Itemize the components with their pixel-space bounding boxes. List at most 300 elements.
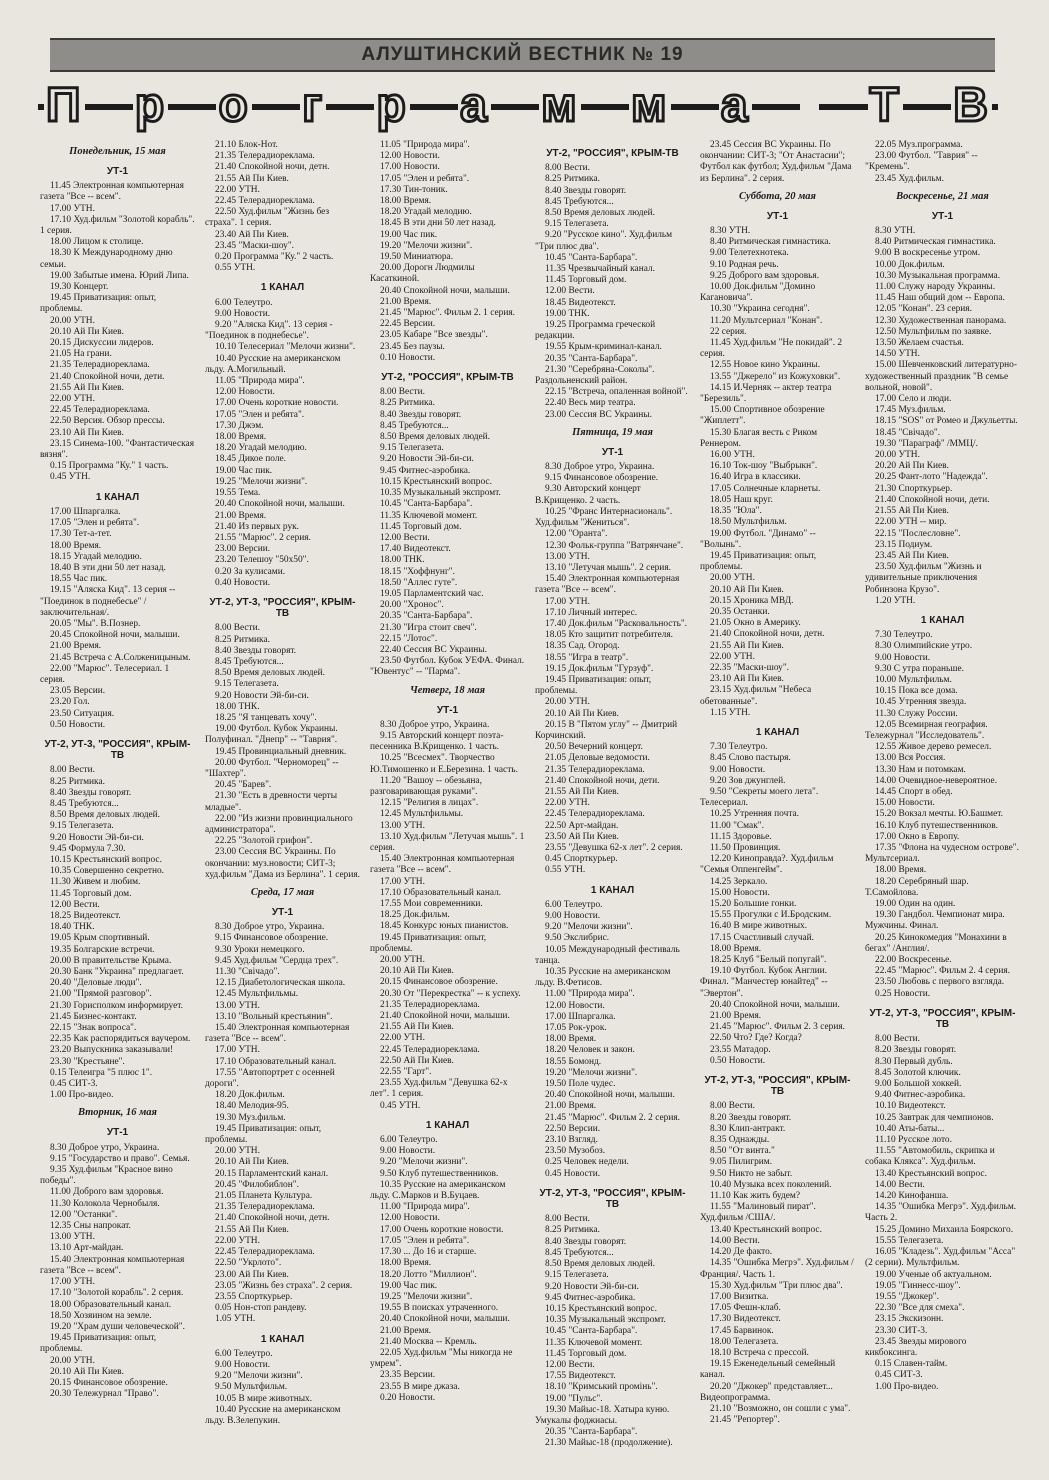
day-heading: Понедельник, 15 мая: [69, 146, 166, 157]
program-line: 15.55 Телегазета.: [875, 1235, 944, 1246]
program-line: 22.00 УТН.: [710, 651, 755, 662]
program-line: 11.00 Доброго вам здоровья.: [50, 1187, 164, 1198]
program-line: 23.05 "Жизнь без страха". 2 серия.: [215, 1280, 353, 1291]
program-line: 11.45 Наш общий дом -- Европа.: [875, 293, 1005, 304]
program-line: 8.30 УТН.: [875, 226, 916, 237]
program-line: 18.00 Время.: [215, 432, 267, 443]
program-line: 11.30 Живем и любим.: [50, 877, 141, 888]
program-line: 22.50 "Укрлото".: [215, 1258, 282, 1269]
program-line: 7.30 Телеутро.: [710, 742, 768, 753]
program-line: 0.20 За кулисами.: [215, 566, 286, 577]
program-line: 21.35 Телерадиореклама.: [215, 151, 315, 162]
program-line: 9.20 "Мелочи жизни".: [545, 922, 633, 933]
program-line: 11.10 Как жить будем?: [710, 1191, 801, 1202]
program-line: 15.00 Спортивное обозрение "Жиплетт".: [700, 405, 825, 427]
program-line: 9.50 "Секреты моего лета". Телесериал.: [700, 786, 819, 809]
program-line: 18.00 Время.: [50, 540, 102, 551]
program-line: 8.25 Ритмика.: [215, 634, 270, 645]
program-line: 21.00 Время.: [380, 1325, 432, 1336]
program-line: 21.05 Окно в Америку.: [710, 618, 801, 629]
program-line: 13.10 Худ.фильм "Летучая мышь". 1 серия.: [370, 831, 525, 853]
program-line: 21.55 Ай Пи Киев.: [875, 506, 949, 517]
program-line: 0.55 УТН.: [215, 263, 256, 274]
program-line: 23.20 Телешоу "50х50".: [215, 555, 309, 566]
program-line: 22.00 Воскресенье.: [875, 955, 952, 966]
program-line: 14.20 Де факто.: [710, 1247, 773, 1258]
program-line: 8.20 Звезды говорят.: [710, 1112, 792, 1123]
program-line: 23.10 Ай Пи Киев.: [710, 674, 784, 685]
program-line: 6.00 Телеутро.: [380, 1135, 438, 1146]
program-line: 19.30 Муз.фильм.: [215, 1112, 286, 1123]
program-line: 10.40 Аты-баты...: [875, 1123, 945, 1134]
program-line: 9.15 "Государство и право". Семья.: [50, 1153, 190, 1164]
program-line: 9.15 Телегазета.: [215, 679, 279, 690]
program-line: 0.50 Новости.: [710, 1055, 766, 1066]
program-line: 20.40 Спокойной ночи, малыши.: [710, 999, 840, 1010]
program-line: 11.45 Худ.фильм "Не покидай". 2 серия.: [700, 338, 843, 360]
program-line: 12.00 Вести.: [545, 286, 595, 297]
program-line: 17.55 Мои современники.: [380, 899, 483, 909]
program-line: 10.25 "Франс Интернасиональ". Худ.фильм "Жениться".: [535, 506, 673, 529]
channel-heading: 1 КАНАЛ: [920, 614, 965, 626]
program-line: 20.35 "Санта-Барбара".: [545, 1427, 638, 1438]
program-line: 13.00 Вся Россия.: [875, 753, 946, 764]
program-line: 22.00 УТН.: [215, 184, 260, 195]
program-line: 10.30 "Украина сегодня".: [710, 304, 810, 315]
program-line: 17.05 Солнечные кларнеты.: [710, 483, 821, 494]
program-line: 17.45 Барвинок.: [710, 1325, 774, 1336]
program-line: 19.25 Программа греческой редакции.: [535, 320, 656, 342]
day-heading: Вторник, 16 мая: [78, 1107, 157, 1119]
program-line: 19.00 Час пик.: [380, 1280, 438, 1291]
program-line: 19.30 Гандбол. Чемпионат мира. Мужчины. Финал.: [865, 910, 1005, 932]
program-line: 23.55 Спорткурьер.: [215, 1291, 293, 1302]
program-line: 9.15 Телегазета.: [50, 821, 114, 832]
program-line: 22.00 УТН.: [215, 1235, 260, 1246]
program-line: 8.30 Олимпийские утро.: [875, 641, 973, 652]
program-line: 9.15 Финансовое обозрение.: [215, 933, 329, 944]
program-line: 21.35 Телерадиореклама.: [50, 360, 150, 371]
program-line: 19.15 Еженедельный семейный канал.: [700, 1359, 836, 1381]
program-line: 21.55 Ай Пи Киев.: [380, 1022, 454, 1033]
program-line: 0.05 Нон-стоп рандеву.: [215, 1303, 307, 1314]
program-line: 22.35 Как распорядиться ваучером.: [50, 1034, 191, 1045]
program-line: 21.55 Ай Пи Киев.: [545, 786, 619, 797]
program-line: 8.45 Золотой ключик.: [875, 1067, 961, 1078]
program-line: 18.50 Мультфильм.: [710, 517, 787, 528]
program-line: 8.45 Требуются...: [380, 420, 449, 431]
program-line: 9.50 Экслибрис.: [545, 933, 610, 944]
program-line: 19.30 "Параграф" /ММЦ/.: [875, 438, 978, 449]
schedule-column: [370, 140, 525, 1475]
program-line: 21.30 "Серебряна-Соколы". Раздольненский район.: [535, 364, 655, 387]
program-line: 17.00 Очень короткие новости.: [380, 1224, 504, 1235]
program-line: 20.20 "Джокер" представляет... Видеопрограмма.: [700, 1381, 833, 1403]
program-line: 10.45 "Санта-Барбара".: [545, 1326, 638, 1337]
program-line: 13.40 Крестьянский вопрос.: [710, 1224, 822, 1235]
program-line: 13.55 "Джерело" из Кожуховки".: [710, 371, 841, 382]
program-line: 17.00 УТН.: [380, 876, 425, 887]
program-line: 23.00 Футбол. "Таврия" -- "Кремень".: [865, 151, 978, 173]
program-line: 11.05 "Природа мира".: [215, 376, 305, 387]
program-line: 21.40 Москва -- Кремль.: [380, 1336, 477, 1347]
banner-letter: р: [134, 79, 167, 132]
program-line: 18.15 "SOS" от Ромео и Джульетты.: [875, 416, 1018, 427]
program-line: 13.50 Желаем счастья.: [875, 338, 964, 349]
program-line: 8.00 Вести.: [710, 1101, 756, 1112]
program-line: 23.55 В мире джаза.: [380, 1381, 460, 1392]
program-line: 23.15 Синема-100. "Фантастическая вязня".: [40, 438, 195, 461]
channel-heading: УТ-2, "РОССИЯ", КРЫМ-ТВ: [381, 372, 514, 384]
program-line: 1.20 УТН.: [875, 595, 916, 606]
tv-program-banner: [38, 80, 998, 132]
program-line: 23.30 "Крестьяне".: [50, 1056, 125, 1067]
program-line: 10.40 Музыка всех поколений.: [710, 1179, 832, 1190]
schedule-column: [865, 140, 1020, 1475]
channel-heading: УТ-2, УТ-3, "РОССИЯ", КРЫМ-ТВ: [209, 596, 356, 620]
program-line: 20.15 Парламентский канал.: [215, 1168, 329, 1179]
program-line: 16.10 Ток-шоу "Выбрыкн".: [710, 461, 818, 472]
program-line: 18.55 Бомонд.: [545, 1056, 602, 1067]
program-line: 18.40 Мелодия-95.: [215, 1101, 289, 1112]
program-line: 17.00 Окно в Европу.: [875, 831, 960, 842]
program-line: 10.30 Музыкальная программа.: [875, 270, 1001, 281]
program-line: 19.55 В поисках утраченного.: [380, 1303, 499, 1314]
day-heading: Воскресенье, 21 мая: [896, 190, 989, 202]
program-line: 19.15 Док.фильм "Гурзуф".: [545, 663, 654, 674]
program-line: 9.20 Новости Эй-би-си.: [50, 832, 144, 843]
program-line: 11.30 Служу России.: [875, 708, 958, 719]
banner-letter: о: [218, 79, 250, 132]
schedule-column: [535, 140, 690, 1475]
program-line: 9.20 Новости Эй-би-си.: [380, 454, 474, 465]
program-line: 9.00 В воскресенье утром.: [875, 248, 981, 259]
program-line: 9.15 Финансовое обозрение.: [545, 473, 659, 484]
program-line: 15.40 Электронная компьютерная газета "Все -- всем".: [370, 854, 515, 876]
program-line: 23.55 Матадор.: [710, 1044, 771, 1055]
channel-heading: 1 КАНАЛ: [260, 1333, 305, 1345]
program-line: 21.05 Планета Культура.: [215, 1191, 313, 1202]
banner-letter: [800, 81, 819, 131]
program-line: 21.30 Майыс-18 (продолжение).: [545, 1438, 673, 1449]
channel-heading: УТ-2, УТ-3, "РОССИЯ", КРЫМ-ТВ: [869, 1007, 1016, 1031]
program-line: 19.20 "Мелочи жизни".: [380, 240, 473, 251]
banner-letter: р: [376, 79, 408, 132]
program-line: 9.00 Новости.: [545, 911, 601, 921]
program-line: 21.35 Телерадиореклама.: [380, 999, 480, 1010]
program-line: 23.45 Звезды мирового кикбоксинга.: [865, 1336, 967, 1358]
program-line: 9.15 Телегазета.: [545, 1270, 609, 1281]
program-line: 20.30 От "Перекрестка" -- к успеху.: [380, 988, 521, 999]
schedule-columns: [40, 140, 1020, 1475]
program-line: 19.00 Час пик.: [380, 229, 438, 240]
program-line: 10.40 Русские на американском льду. А.Могильный.: [205, 353, 341, 375]
program-line: 10.15 Пока все дома.: [875, 686, 958, 697]
program-line: 14.00 Вести.: [875, 1179, 925, 1190]
program-line: 18.40 В эти дни 50 лет назад.: [50, 562, 166, 573]
program-line: 10.35 Музыкальный экспромт.: [380, 488, 501, 499]
program-line: 20.40 Спокойной ночи, малыши.: [380, 1314, 510, 1325]
program-line: 20.10 Ай Пи Киев.: [215, 1157, 289, 1168]
program-line: 22.50 Ай Пи Киев.: [380, 1055, 454, 1066]
program-line: 11.00 "Природа мира".: [380, 1202, 470, 1213]
program-line: 10.00 Док.фильм.: [875, 259, 945, 270]
program-line: 21.30 "Игра стоит свеч".: [380, 622, 477, 633]
channel-heading: УТ-2, УТ-3, "РОССИЯ", КРЫМ-ТВ: [704, 1075, 851, 1098]
program-line: 19.30 Майыс-18. Хатыра куню. Умукалы фоджиасы.: [535, 1404, 670, 1426]
program-line: 11.20 Мультсериал "Конан".: [710, 315, 823, 326]
program-line: 19.45 Приватизация: опыт, проблемы.: [40, 293, 157, 315]
program-line: 18.25 "Я танцевать хочу".: [215, 712, 317, 723]
program-line: 23.40 Ай Пи Киев.: [215, 229, 289, 240]
banner-letter: а: [720, 79, 750, 132]
program-line: 22.55 "Гарт".: [380, 1067, 432, 1078]
program-line: 0.55 УТН.: [545, 865, 586, 876]
program-line: 13.00 УТН.: [380, 820, 425, 831]
program-line: 13.40 Крестьянский вопрос.: [875, 1168, 987, 1179]
program-line: 21.00 Время.: [380, 296, 432, 307]
program-line: 18.20 Серебряный шар. Т.Самойлова.: [865, 876, 969, 898]
program-line: 15.30 Благая весть с Риком Реннером.: [700, 427, 818, 449]
program-line: 9.45 Худ.фильм "Сердца трех".: [215, 955, 339, 966]
program-line: 11.00 Служу народу Украины.: [875, 282, 996, 293]
program-line: 8.50 Время деловых людей.: [380, 432, 490, 443]
program-line: 9.45 Фитнес-аэробика.: [380, 465, 471, 476]
channel-heading: УТ-1: [601, 446, 624, 458]
program-line: 10.00 Док.фильм "Домино Кагановича".: [700, 282, 816, 304]
program-line: 8.35 Однажды.: [710, 1135, 770, 1146]
program-line: 13.00 УТН.: [545, 551, 590, 562]
program-line: 22.50 Версия. Обзор прессы.: [50, 416, 165, 427]
program-line: 22.40 Весь мир театра.: [545, 398, 636, 409]
program-line: 17.45 Муз.фильм.: [875, 405, 946, 416]
program-line: 23.10 Ай Пи Киев.: [50, 427, 124, 438]
program-line: 23.30 СИТ-3.: [875, 1325, 928, 1336]
program-line: 9.50 Мультфильм.: [215, 1382, 288, 1393]
program-line: 15.40 Электронная компьютерная газета "Все -- всем".: [40, 1254, 185, 1276]
program-line: 18.00 Время.: [545, 1034, 597, 1045]
program-line: 14.15 И.Черняк -- актер театра "Березиль".: [700, 382, 832, 405]
program-line: 21.30 Горисполком информирует.: [50, 1000, 184, 1011]
program-line: 0.20 Новости.: [380, 1392, 436, 1403]
program-line: 14.00 Вести.: [710, 1235, 760, 1246]
program-line: 21.45 "Марюс". Фильм 2. 3 серия.: [710, 1022, 845, 1033]
program-line: 11.05 "Природа мира".: [380, 140, 470, 150]
program-line: 14.35 "Ошибка Мегрэ". Худ.фильм /Франция/. Часть 1.: [700, 1258, 854, 1280]
program-line: 23.35 Версии.: [380, 1370, 436, 1381]
program-line: 22.15 "Послесловне".: [875, 528, 961, 539]
program-line: 8.50 Время деловых людей.: [545, 1259, 655, 1270]
program-line: 20.00 В правительстве Крыма.: [50, 955, 172, 966]
program-line: 0.25 Человек недели.: [545, 1157, 629, 1168]
program-line: 18.45 Дикое поле.: [215, 454, 286, 465]
program-line: 18.35 Сад. Огород.: [545, 641, 620, 652]
program-line: 23.50 Любовь с первого взгляда.: [875, 977, 1005, 988]
program-line: 20.15 Финансовое обозрение.: [50, 1377, 168, 1388]
program-line: 18.00 Время.: [380, 1258, 432, 1269]
program-line: 1.00 Про-видео.: [50, 1090, 114, 1101]
program-line: 22.00 "Из жизни провинциального администратора".: [205, 813, 353, 835]
program-line: 17.30 Джэм.: [215, 420, 264, 431]
program-line: 13.00 УТН.: [215, 1000, 260, 1011]
program-line: 18.00 Время.: [875, 865, 927, 876]
program-line: 0.15 Славен-тайм.: [875, 1359, 948, 1370]
program-line: 21.00 Время.: [50, 641, 102, 652]
program-line: 9.45 Фитнес-аэробика.: [545, 1292, 636, 1303]
program-line: 21.40 Из первых рук.: [215, 521, 300, 532]
program-line: 17.00 Шпаргалка.: [50, 506, 121, 517]
program-line: 23.05 Версии.: [50, 686, 106, 697]
program-line: 10.45 Утренняя звезда.: [875, 697, 967, 708]
program-line: 17.05 Рок-урок.: [545, 1023, 607, 1034]
program-line: 8.00 Вести.: [50, 765, 96, 776]
program-line: 11.50 Провинция.: [710, 842, 781, 853]
program-line: 22.40 Сессия ВС Украины.: [380, 644, 487, 655]
program-line: 11.35 Чрезвычайный канал.: [545, 264, 656, 275]
program-line: 19.00 Футбол. Кубок Украины. Полуфинал. "Днепр" -- "Таврия".: [205, 724, 338, 746]
program-line: 10.05 В мире животных.: [215, 1393, 313, 1404]
program-line: 21.45 Бизнес-контакт.: [50, 1011, 137, 1022]
program-line: 10.40 Русские на американском льду. В.Зелепукин.: [205, 1404, 341, 1426]
program-line: 17.00 Визитка.: [710, 1291, 769, 1302]
program-line: 22.50 Что? Где? Когда?: [710, 1033, 802, 1044]
program-line: 10.10 Телесериал "Мелочи жизни".: [215, 342, 356, 353]
program-line: 17.10 Образовательный канал.: [380, 887, 502, 898]
program-line: 11.45 Торговый дом.: [545, 1348, 627, 1359]
program-line: 0.45 УТН.: [380, 1100, 421, 1111]
masthead-bar: [50, 38, 995, 72]
program-line: 20.25 Фант-лото "Надежда".: [875, 472, 988, 483]
program-line: 10.15 Крестьянский вопрос.: [380, 476, 492, 487]
program-line: 18.20 Человек и закон.: [545, 1045, 635, 1056]
program-line: 12.20 Кинoправда?. Худ.фильм "Семья Оппенгейм".: [700, 854, 834, 876]
program-line: 9.30 С утра пораньше.: [875, 663, 965, 674]
program-line: 8.30 Первый дубль.: [875, 1056, 953, 1067]
program-line: 18.00 Время.: [380, 196, 432, 207]
program-line: 19.45 Приватизация: опыт, проблемы.: [700, 550, 817, 573]
program-line: 22.45 "Марюс". Фильм 2. 4 серия.: [875, 966, 1010, 977]
program-line: 0.45 УТН.: [50, 472, 91, 483]
program-line: 15.00 Новости.: [710, 887, 770, 898]
program-line: 10.15 Крестьянский вопрос.: [545, 1303, 657, 1314]
program-line: 9.20 Новости Эй-би-си.: [545, 1281, 639, 1292]
program-line: 12.30 Фольк-группа "Ватрянчане".: [545, 540, 684, 551]
program-line: 9.30 Уроки немецкого.: [215, 944, 305, 955]
program-line: 9.20 "Аляска Кид". 13 серия - "Поединок в поднебесье".: [205, 320, 333, 342]
program-line: 23.50 Музобоз.: [545, 1146, 606, 1157]
program-line: 23.10 Взгляд.: [545, 1135, 598, 1146]
program-line: 17.55 "Автопортрет с осенней дороги".: [205, 1067, 335, 1090]
program-line: 18.45 "Свічадо".: [875, 427, 941, 438]
program-line: 12.00 Новости.: [380, 1213, 440, 1224]
program-line: 9.15 Телегазета.: [545, 219, 609, 230]
program-line: 12.05 Всемирная география. Тележурнал "Исследователь".: [865, 719, 988, 741]
channel-heading: 1 КАНАЛ: [260, 282, 305, 294]
program-line: 0.25 Новости.: [875, 988, 931, 999]
program-line: 22.45 Телерадиореклама.: [50, 405, 150, 416]
program-line: 12.45 Мультфильмы.: [215, 989, 299, 1000]
program-line: 21.40 Спокойной ночи, дети.: [875, 494, 990, 505]
channel-heading: УТ-1: [436, 704, 459, 716]
program-line: 20.40 Спокойной ночи, малыши.: [380, 285, 510, 296]
program-line: 18.05 Кто защитит потребителя.: [545, 630, 674, 641]
channel-heading: УТ-1: [766, 210, 789, 222]
program-line: 9.15 Авторский концерт поэта-песенника В.Крищенко. 1 часть.: [370, 730, 504, 753]
program-line: 10.05 Международный фестиваль танца.: [535, 944, 680, 966]
program-line: 14.45 Спорт в обед.: [875, 786, 953, 797]
program-line: 20.10 Ай Пи Киев.: [50, 326, 124, 337]
program-line: 20.00 УТН.: [380, 955, 425, 966]
program-line: 8.45 Требуются...: [545, 196, 614, 207]
program-line: 9.20 Новости Эй-би-си.: [215, 690, 309, 701]
program-line: 18.40 ТНК.: [50, 922, 95, 933]
program-line: 18.20 Док.фильм.: [215, 1090, 285, 1101]
program-line: 21.00 Время.: [710, 1011, 762, 1022]
program-line: 21.45 "Марюс". Фильм 2. 1 серия.: [380, 308, 515, 319]
program-line: 21.55 Ай Пи Киев.: [710, 640, 784, 651]
program-line: 22.45 Телерадиореклама.: [545, 809, 645, 820]
program-line: 21.40 Спокойной ночи, дети.: [50, 371, 165, 382]
program-line: 22.50 Арт-майдан.: [545, 820, 619, 831]
program-line: 22.45 Телерадиореклама.: [215, 1247, 315, 1258]
program-line: 18.00 Образовательный канал.: [50, 1299, 172, 1310]
program-line: 11.30 Колокола Чернобыля.: [50, 1198, 160, 1209]
program-line: 17.05 "Элен и ребята".: [380, 173, 470, 184]
program-line: 19.50 Миниатюра.: [380, 252, 454, 263]
program-line: 10.35 Русские на американском льду. С.Марков и В.Буцаев.: [370, 1179, 506, 1202]
banner-letter: м: [541, 79, 579, 132]
program-line: 8.00 Вести.: [545, 163, 591, 174]
program-line: 10.35 Музыкальный экспромт.: [545, 1315, 666, 1326]
program-line: 13.10 "Летучая мышь". 2 серия.: [545, 562, 671, 573]
program-line: 0.20 Программа "Ку." 2 часть.: [215, 252, 334, 263]
schedule-column: [205, 140, 360, 1475]
program-line: 8.45 Требуются...: [215, 656, 284, 667]
program-line: 11.45 Торговый дом.: [380, 521, 462, 532]
day-heading: Пятница, 19 мая: [572, 426, 653, 438]
program-line: 6.00 Телеутро.: [215, 1348, 273, 1359]
program-line: 12.35 Сны напрокат.: [50, 1221, 131, 1232]
program-line: 9.50 Никто не забыт.: [710, 1168, 793, 1179]
day-heading: Суббота, 20 мая: [739, 190, 816, 202]
program-line: 17.40 Док.фильм "Расковальность".: [545, 618, 688, 629]
program-line: 11.30 "Свічадо".: [215, 967, 280, 978]
program-line: 16.10 Клуб путешественников.: [875, 820, 999, 831]
program-line: 8.30 Клип-антракт.: [710, 1123, 786, 1134]
program-line: 20.00 УТН.: [215, 1146, 260, 1157]
program-line: 20.40 "Деловые люди".: [50, 978, 142, 989]
program-line: 21.45 Встреча с А.Солженицыным.: [50, 652, 191, 663]
program-line: 11.45 Электронная компьютерная газета "Все -- всем".: [40, 181, 184, 203]
program-line: 15.00 Шевченковский литературно-художественный праздник "В семье вольной, новой".: [865, 360, 1017, 393]
banner-letter: П: [46, 79, 83, 132]
program-line: 19.35 Болгарские встречи.: [50, 944, 155, 955]
program-line: 19.20 "Храм души человеческой".: [50, 1321, 185, 1332]
program-line: 23.05 Кабаре "Все звезды".: [380, 330, 488, 341]
program-line: 19.05 Крым спортивный.: [50, 933, 150, 944]
program-line: 12.00 "Оранта".: [545, 529, 608, 540]
program-line: 8.50 Время деловых людей.: [50, 810, 160, 821]
program-line: 8.45 Требуются...: [50, 798, 119, 809]
program-line: 21.30 Спорткурьер.: [875, 483, 953, 494]
program-line: 0.15 Программа "Ку." 1 часть.: [50, 461, 169, 472]
program-line: 13.00 УТН.: [50, 1232, 95, 1243]
program-line: 8.40 Ритмическая гимнастика.: [710, 237, 831, 248]
program-line: 16.40 Игра в классики.: [710, 472, 801, 483]
program-line: 9.05 Пилигрим.: [710, 1157, 773, 1168]
program-line: 20.40 Спокойной ночи, малыши.: [215, 499, 345, 510]
program-line: 18.00 ТНК.: [215, 701, 260, 712]
